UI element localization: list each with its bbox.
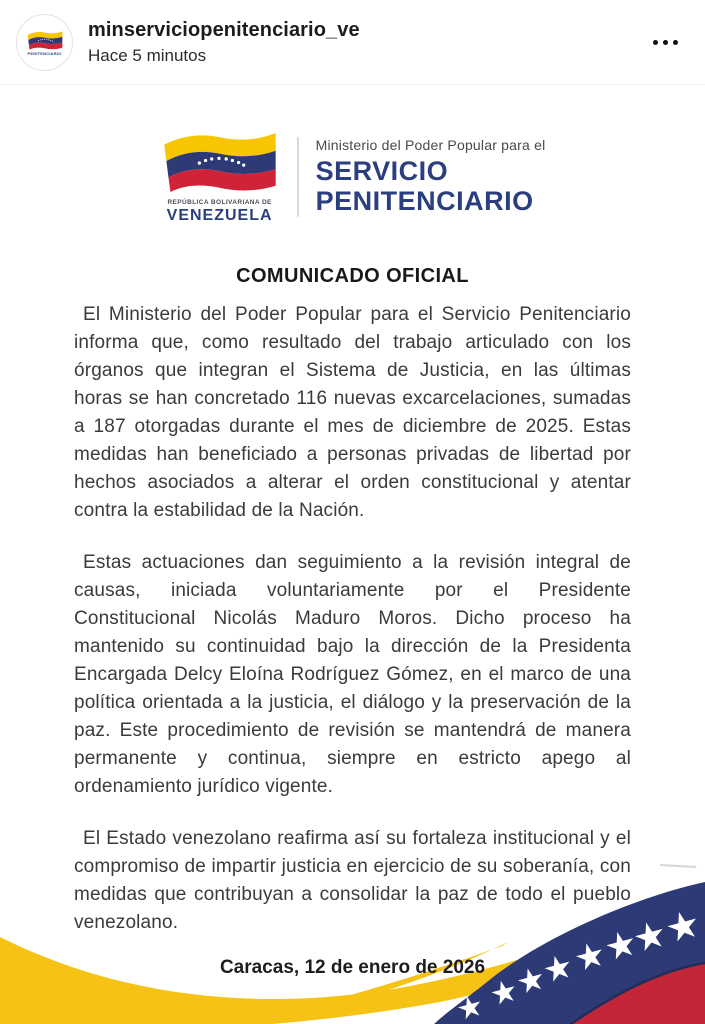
- country-caption: REPÚBLICA BOLIVARIANA DE: [167, 199, 272, 206]
- avatar-flag-icon: [27, 29, 63, 51]
- communique-paragraph: El Estado venezolano reafirma así su fortaleza institucional y el compromiso de impartir justicia en ejercicio de su soberanía, con medidas que contribuyan a consolidar la paz de todo el pueblo venezolano.: [74, 828, 631, 933]
- timestamp: Hace 5 minutos: [88, 45, 207, 65]
- ministry-block: [316, 137, 546, 216]
- service-name-line-2: PENITENCIARIO: [315, 186, 534, 216]
- flag-block: [160, 128, 280, 225]
- venezuela-flag-icon: [162, 128, 278, 194]
- communique-title: COMUNICADO OFICIAL: [236, 265, 469, 287]
- service-name-line-1: SERVICIO: [315, 155, 449, 186]
- communique-paragraph: El Ministerio del Poder Popular para el Servicio Penitenciario informa que, como resultado del trabajo articulado con los órganos que integran el Sistema de Justicia, en las últimas horas se han concretado 116 nuevas excarcelaciones, sumadas a 187 otorgadas durante el mes de diciembre de 2025. Estas medidas han beneficiado a personas privadas de libertad por hechos asociados a alterar el orden constitucional y atentar contra la estabilidad de la Nación.: [74, 304, 631, 521]
- communique-body: [0, 301, 705, 937]
- more-options-button[interactable]: [645, 27, 685, 57]
- post-header: [0, 0, 705, 85]
- communique-dateline: Caracas, 12 de enero de 2026: [219, 957, 486, 978]
- avatar-label: PENITENCIARIO: [27, 50, 62, 56]
- more-options-icon: [653, 40, 658, 45]
- header-texts: [88, 19, 645, 66]
- letterhead-divider: [297, 137, 299, 217]
- communique-paragraph: Estas actuaciones dan seguimiento a la revisión integral de causas, iniciada voluntariamente por el Presidente Constitucional Nicolás Maduro Moros. Dicho proceso ha mantenido su continuidad bajo la dirección de la Presidenta Encargada Delcy Eloína Rodríguez Gómez, en el marco de una política orientada a la justicia, el diálogo y la preservación de la paz. Este procedimiento de revisión se mantendrá de manera permanente y continua, siempre en estricto apego al ordenamiento jurídico vigente.: [74, 552, 631, 797]
- country-name: VENEZUELA: [166, 207, 273, 224]
- letterhead: [0, 128, 705, 225]
- username[interactable]: minserviciopenitenciario_ve: [88, 18, 360, 41]
- ministry-line: Ministerio del Poder Popular para el: [315, 136, 546, 153]
- avatar[interactable]: [16, 14, 73, 71]
